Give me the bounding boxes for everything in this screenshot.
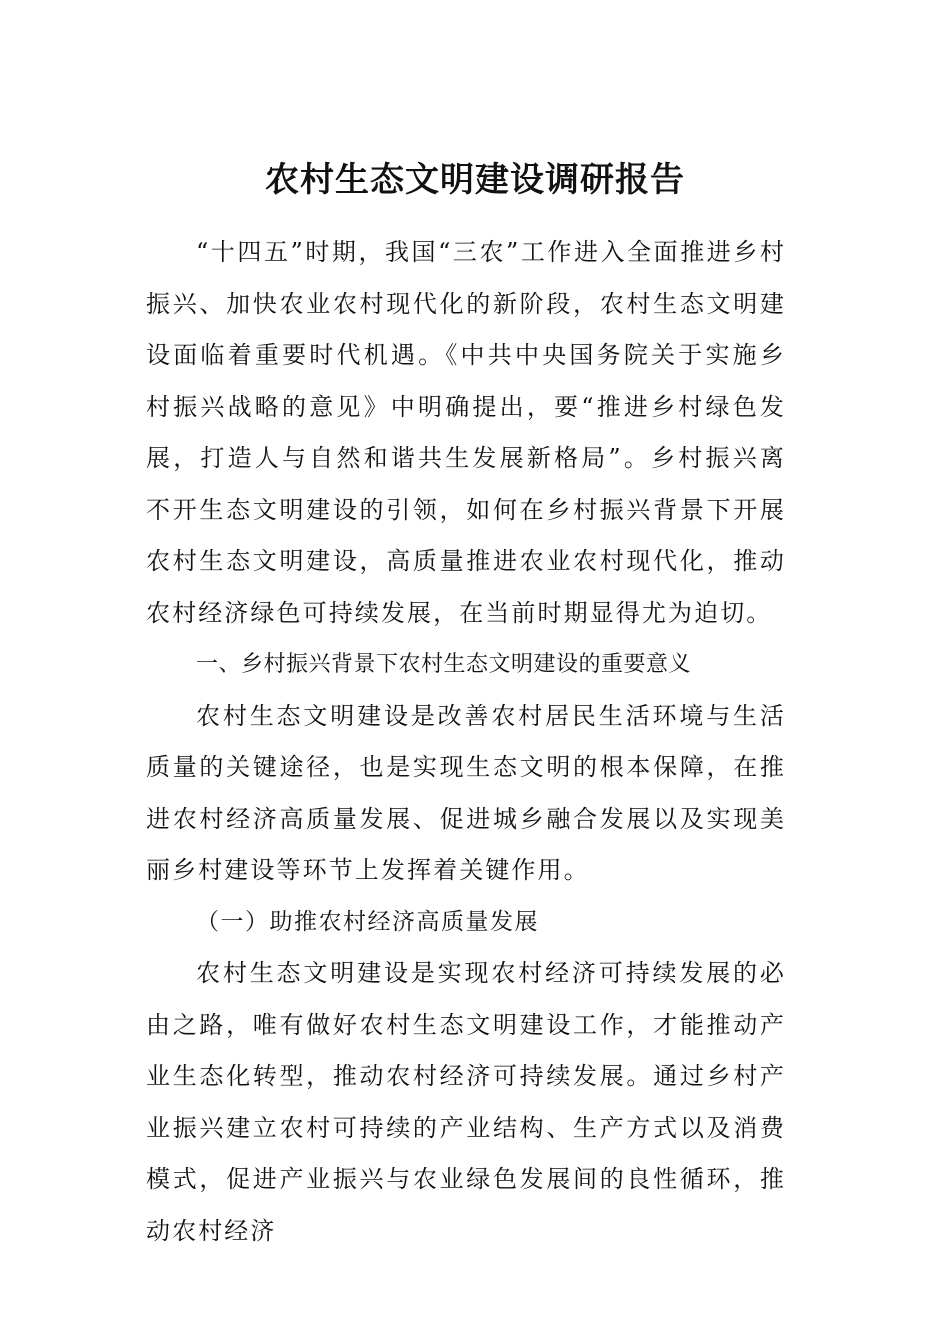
subsection-1-paragraph: 农村生态文明建设是实现农村经济可持续发展的必由之路，唯有做好农村生态文明建设工作，才能推动产业生态化转型，推动农村经济可持续发展。通过乡村产业振兴建立农村可持续的产业结构、生产方式以及消费模式，促进产业振兴与农业绿色发展间的良性循环，推动农村经济 — [146, 959, 786, 1245]
subsection-heading-1: （一）助推农村经济高质量发展 — [196, 908, 539, 935]
document-body — [146, 227, 786, 1257]
intro-paragraph: “十四五”时期，我国“三农”工作进入全面推进乡村振兴、加快农业农村现代化的新阶段，农村生态文明建设面临着重要时代机遇。《中共中央国务院关于实施乡村振兴战略的意见》中明确提出，要“推进乡村绿色发展，打造人与自然和谐共生发展新格局”。乡村振兴离不开生态文明建设的引领，如何在乡村振兴背景下开展农村生态文明建设，高质量推进农业农村现代化，推动农村经济绿色可持续发展，在当前时期显得尤为迫切。 — [146, 238, 786, 627]
section-1-paragraph: 农村生态文明建设是改善农村居民生活环境与生活质量的关键途径，也是实现生态文明的根本保障，在推进农村经济高质量发展、促进城乡融合发展以及实现美丽乡村建设等环节上发挥着关键作用。 — [146, 701, 786, 884]
section-heading-1: 一、乡村振兴背景下农村生态文明建设的重要意义 — [196, 652, 692, 677]
document-title: 农村生态文明建设调研报告 — [265, 160, 685, 200]
